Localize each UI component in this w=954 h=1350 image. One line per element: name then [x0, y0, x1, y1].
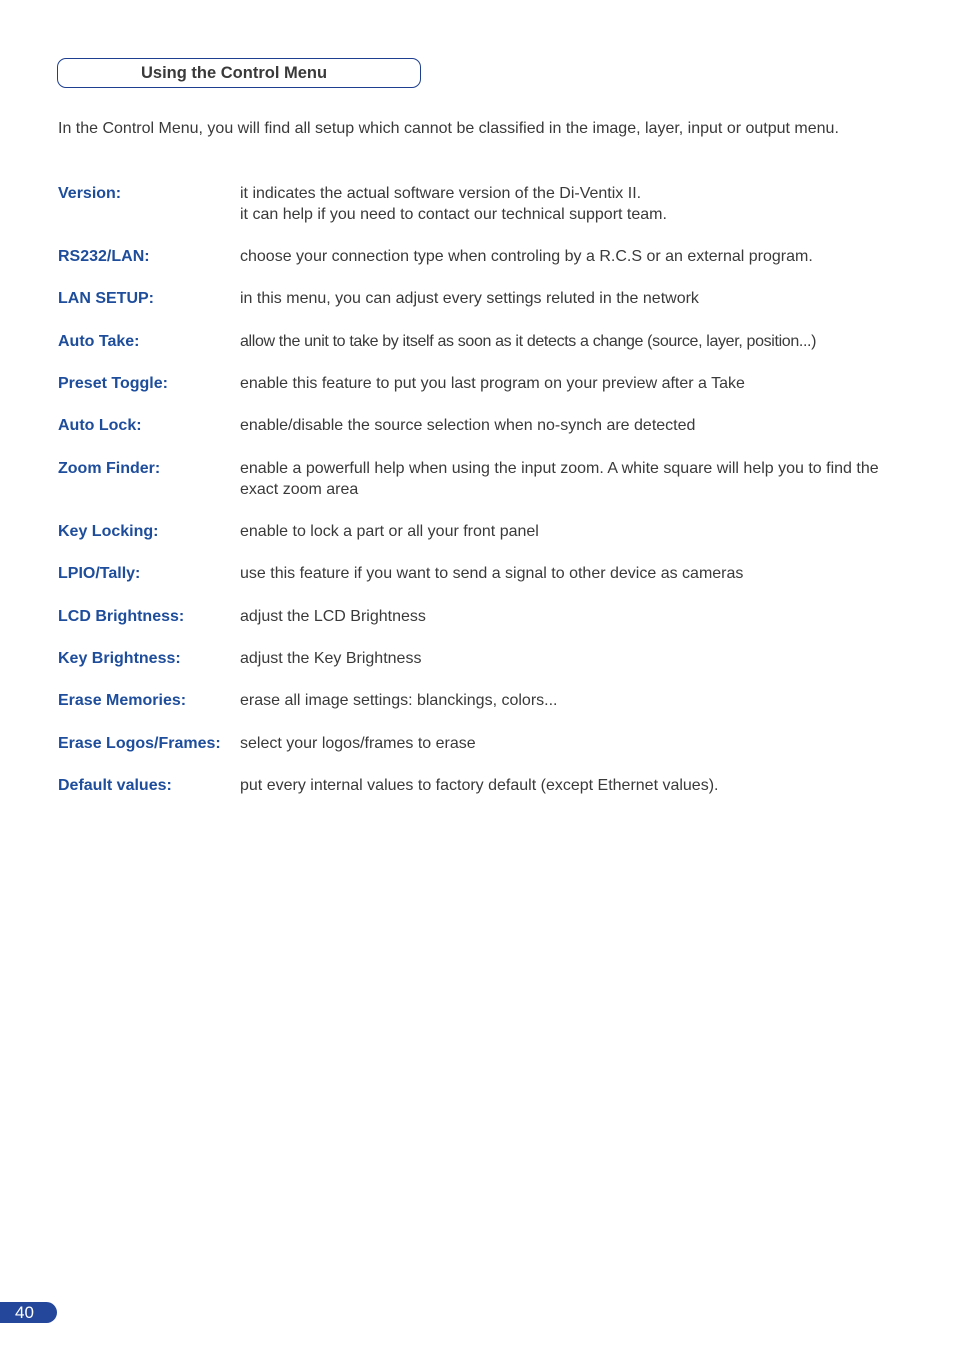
entry-term: LAN SETUP: — [58, 290, 154, 307]
intro-paragraph: In the Control Menu, you will find all setup which cannot be classified in the image, layer, input or output menu. — [58, 120, 839, 137]
entry-description: adjust the Key Brightness — [240, 650, 422, 667]
entry-term: RS232/LAN: — [58, 248, 150, 265]
entry-term: LPIO/Tally: — [58, 565, 141, 582]
entry-term: Key Locking: — [58, 523, 159, 540]
section-title: Using the Control Menu — [141, 64, 328, 82]
page-number: 40 — [0, 1302, 57, 1323]
entry-description: choose your connection type when controling by a R.C.S or an external program. — [240, 248, 813, 265]
entry-term: Preset Toggle: — [58, 375, 168, 392]
entry-description: enable a powerfull help when using the input zoom. A white square will help you to find the exact zoom area — [240, 460, 879, 498]
entry-term: Erase Memories: — [58, 692, 187, 709]
entry-term: Erase Logos/Frames: — [58, 735, 221, 752]
entry-term: Key Brightness: — [58, 650, 181, 667]
entry-term: Auto Take: — [58, 333, 140, 350]
entry-term: Version: — [58, 185, 122, 202]
entry-term: Default values: — [58, 777, 172, 794]
entry-term: LCD Brightness: — [58, 608, 185, 625]
entry-term: Auto Lock: — [58, 417, 142, 434]
entry-description: erase all image settings: blanckings, colors... — [240, 692, 558, 709]
entry-description: adjust the LCD Brightness — [240, 608, 426, 625]
entry-description: select your logos/frames to erase — [240, 735, 476, 752]
entry-term: Zoom Finder: — [58, 460, 161, 477]
entry-description: enable to lock a part or all your front panel — [240, 523, 539, 540]
entry-description: enable/disable the source selection when no-synch are detected — [240, 417, 696, 434]
entry-description: enable this feature to put you last program on your preview after a Take — [240, 375, 745, 392]
entry-description: it indicates the actual software version of the Di-Ventix II. it can help if you need to contact our technical support team. — [240, 185, 667, 223]
entry-description: in this menu, you can adjust every settings reluted in the network — [240, 290, 699, 307]
section-title-box — [57, 58, 421, 88]
entry-description: allow the unit to take by itself as soon as it detects a change (source, layer, position...) — [240, 333, 817, 350]
entry-description: use this feature if you want to send a signal to other device as cameras — [240, 565, 744, 582]
entry-description: put every internal values to factory default (except Ethernet values). — [240, 777, 719, 794]
